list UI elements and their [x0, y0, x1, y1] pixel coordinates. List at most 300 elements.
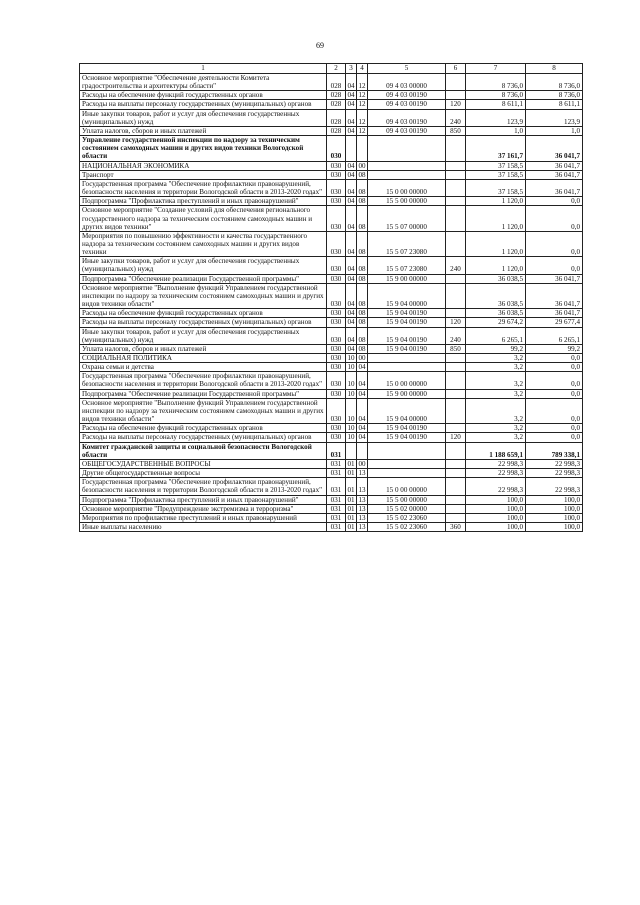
grbs-cell: 028	[327, 91, 346, 100]
section-cell: 04	[347, 318, 355, 327]
subsection-cell: 08	[357, 206, 368, 231]
expense-type-cell	[446, 424, 466, 433]
target-article-cell: 15 5 07 23080	[368, 257, 446, 274]
amount-1-cell: 123,9	[466, 109, 526, 126]
expense-type-cell	[446, 91, 466, 100]
section-cell: 04	[347, 100, 355, 109]
name-cell: Расходы на выплаты персоналу государственных (муниципальных) органов	[80, 318, 327, 327]
section-cell: 01	[347, 469, 355, 478]
grbs-cell: 030	[327, 433, 346, 442]
amount-2-cell: 36 041,7	[526, 136, 583, 161]
expense-type-cell	[446, 136, 466, 161]
target-article-cell: 09 4 03 00190	[368, 91, 446, 100]
name-cell: ОБЩЕГОСУДАРСТВЕННЫЕ ВОПРОСЫ	[80, 459, 327, 468]
target-article-cell	[368, 136, 446, 161]
section-cell: 04	[346, 231, 357, 256]
amount-2-cell: 8 611,1	[526, 100, 583, 109]
amount-2-cell: 36 041,7	[526, 161, 583, 170]
table-row	[80, 522, 583, 531]
table-row	[80, 126, 583, 135]
amount-2-cell: 36 041,7	[526, 283, 583, 308]
target-article-cell	[368, 469, 446, 478]
name-cell: Расходы на выплаты персоналу государственных (муниципальных) органов	[80, 100, 327, 109]
amount-2-cell: 22 998,3	[526, 459, 583, 468]
grbs-cell: 030	[327, 179, 346, 196]
target-article-cell: 15 5 02 23060	[368, 513, 446, 522]
table-row	[80, 327, 583, 344]
table-row	[80, 398, 583, 423]
name-cell: Уплата налогов, сборов и иных платежей	[80, 344, 327, 353]
expense-type-cell	[446, 74, 466, 91]
table-row	[80, 109, 583, 126]
amount-1-cell: 3,2	[466, 424, 526, 433]
header-cell-expense-type: 6	[446, 64, 466, 74]
name-cell: Охрана семьи и детства	[80, 363, 327, 372]
subsection-cell: 04	[358, 389, 366, 398]
amount-2-cell: 100,0	[526, 513, 583, 522]
target-article-cell: 15 9 04 00190	[368, 327, 446, 344]
amount-1-cell: 8 611,1	[466, 100, 526, 109]
amount-1-cell: 1 120,0	[466, 231, 526, 256]
amount-1-cell: 22 998,3	[466, 459, 526, 468]
subsection-cell: 12	[358, 91, 366, 100]
page-number: 69	[316, 41, 324, 50]
amount-2-cell: 8 736,0	[526, 74, 583, 91]
target-article-cell	[368, 363, 446, 372]
table-row	[80, 170, 583, 179]
amount-1-cell: 100,0	[466, 513, 526, 522]
amount-2-cell: 8 736,0	[526, 91, 583, 100]
amount-1-cell: 1 120,0	[466, 257, 526, 274]
amount-2-cell: 36 041,7	[526, 309, 583, 318]
subsection-cell	[357, 442, 368, 459]
target-article-cell	[368, 354, 446, 363]
name-cell: Комитет гражданской защиты и социальной безопасности Вологодской области	[80, 442, 327, 459]
table-row	[80, 442, 583, 459]
amount-1-cell: 3,2	[466, 354, 526, 363]
subsection-cell: 08	[357, 231, 368, 256]
expense-type-cell	[446, 309, 466, 318]
target-article-cell: 15 5 02 23060	[368, 522, 446, 531]
expense-type-cell	[446, 513, 466, 522]
table-row	[80, 197, 583, 206]
subsection-cell: 00	[358, 354, 366, 362]
name-cell: Управление государственной инспекции по надзору за техническим состоянием самоходных машин и других видов техники Вологодской области	[80, 136, 327, 161]
subsection-cell: 04	[358, 363, 366, 372]
name-cell: Мероприятия по профилактике преступлений и иных правонарушений	[80, 513, 327, 522]
subsection-cell: 08	[357, 327, 368, 344]
subsection-cell: 00	[358, 459, 366, 468]
amount-1-cell: 6 265,1	[466, 327, 526, 344]
amount-1-cell: 29 674,2	[466, 318, 526, 327]
subsection-cell	[357, 136, 368, 161]
grbs-cell: 031	[327, 459, 346, 468]
name-cell: Подпрограмма "Обеспечение реализации Государственной программы"	[80, 274, 327, 283]
target-article-cell: 15 9 00 00000	[368, 389, 446, 398]
expense-type-cell: 120	[446, 318, 466, 327]
target-article-cell: 15 9 04 00190	[368, 344, 446, 353]
section-cell: 04	[347, 309, 355, 318]
subsection-cell: 13	[358, 504, 366, 513]
section-cell: 04	[347, 197, 355, 206]
target-article-cell: 15 0 00 00000	[368, 179, 446, 196]
name-cell: Иные выплаты населению	[80, 522, 327, 531]
budget-table	[79, 63, 583, 532]
target-article-cell: 09 4 03 00000	[368, 74, 446, 91]
table-row	[80, 206, 583, 231]
section-cell: 04	[346, 257, 357, 274]
amount-2-cell: 0,0	[526, 372, 583, 389]
grbs-cell: 030	[327, 197, 346, 206]
name-cell: Основное мероприятие "Предупреждение экстремизма и терроризма"	[80, 504, 327, 513]
amount-1-cell: 1,0	[466, 126, 526, 135]
amount-1-cell: 22 998,3	[466, 478, 526, 495]
table-row	[80, 100, 583, 109]
expense-type-cell	[446, 161, 466, 170]
name-cell: Иные закупки товаров, работ и услуг для обеспечения государственных (муниципальных) нужд	[80, 109, 327, 126]
name-cell: Основное мероприятие "Обеспечение деятельности Комитета градостроительства и архитектуры области"	[80, 74, 327, 91]
section-cell: 04	[347, 161, 355, 170]
amount-2-cell: 0,0	[526, 363, 583, 372]
subsection-cell: 12	[358, 126, 366, 135]
table-row	[80, 179, 583, 196]
amount-2-cell: 6 265,1	[526, 327, 583, 344]
name-cell: СОЦИАЛЬНАЯ ПОЛИТИКА	[80, 354, 327, 363]
target-article-cell: 09 4 03 00190	[368, 126, 446, 135]
amount-1-cell: 37 158,5	[466, 161, 526, 170]
expense-type-cell: 240	[446, 327, 466, 344]
amount-1-cell: 36 038,5	[466, 283, 526, 308]
name-cell: Расходы на обеспечение функций государственных органов	[80, 309, 327, 318]
grbs-cell: 030	[327, 372, 346, 389]
grbs-cell: 031	[327, 442, 346, 459]
target-article-cell	[368, 459, 446, 468]
amount-1-cell: 3,2	[466, 363, 526, 372]
target-article-cell: 15 5 07 23080	[368, 231, 446, 256]
table-row	[80, 309, 583, 318]
section-cell: 04	[346, 109, 357, 126]
subsection-cell: 04	[357, 398, 368, 423]
expense-type-cell	[446, 469, 466, 478]
name-cell: Подпрограмма "Профилактика преступлений и иных правонарушений"	[80, 495, 327, 504]
amount-2-cell: 36 041,7	[526, 274, 583, 283]
grbs-cell: 031	[327, 522, 346, 531]
expense-type-cell	[446, 206, 466, 231]
amount-2-cell: 0,0	[526, 424, 583, 433]
amount-2-cell: 22 998,3	[526, 478, 583, 495]
section-cell: 04	[346, 74, 357, 91]
header-cell-name: 1	[80, 64, 327, 74]
subsection-cell: 13	[357, 478, 368, 495]
expense-type-cell	[446, 389, 466, 398]
amount-1-cell: 1 188 659,1	[466, 442, 526, 459]
amount-2-cell: 0,0	[526, 197, 583, 206]
grbs-cell: 030	[327, 161, 346, 170]
expense-type-cell: 850	[446, 344, 466, 353]
amount-2-cell: 99,2	[526, 344, 583, 353]
section-cell: 04	[347, 170, 355, 179]
section-cell: 04	[347, 126, 355, 135]
section-cell: 10	[347, 354, 355, 362]
grbs-cell: 030	[327, 274, 346, 283]
table-row	[80, 389, 583, 398]
table-row	[80, 363, 583, 372]
subsection-cell: 08	[358, 197, 366, 206]
table-row	[80, 372, 583, 389]
table-row	[80, 274, 583, 283]
amount-1-cell: 3,2	[466, 398, 526, 423]
table-row	[80, 231, 583, 256]
section-cell: 04	[346, 206, 357, 231]
amount-1-cell: 100,0	[466, 504, 526, 513]
header-cell-target-article: 5	[368, 64, 446, 74]
amount-1-cell: 3,2	[466, 389, 526, 398]
grbs-cell: 028	[327, 100, 346, 109]
grbs-cell: 030	[327, 354, 346, 363]
grbs-cell: 030	[327, 170, 346, 179]
amount-1-cell: 36 038,5	[466, 309, 526, 318]
name-cell: Мероприятия по повышению эффективности и качества государственного надзора за техническим состоянием самоходных машин и других видов техники	[80, 231, 327, 256]
table-row	[80, 495, 583, 504]
table-row	[80, 469, 583, 478]
subsection-cell: 12	[358, 100, 366, 109]
section-cell: 04	[346, 327, 357, 344]
amount-2-cell: 123,9	[526, 109, 583, 126]
expense-type-cell	[446, 459, 466, 468]
amount-1-cell: 37 161,7	[466, 136, 526, 161]
amount-2-cell: 0,0	[526, 206, 583, 231]
amount-2-cell: 789 338,1	[526, 442, 583, 459]
grbs-cell: 030	[327, 257, 346, 274]
target-article-cell	[368, 442, 446, 459]
section-cell: 10	[347, 389, 355, 398]
target-article-cell: 15 9 04 00190	[368, 309, 446, 318]
grbs-cell: 030	[327, 398, 346, 423]
name-cell: Подпрограмма "Обеспечение реализации Государственной программы"	[80, 389, 327, 398]
name-cell: Основное мероприятие "Выполнение функций Управлением государственной инспекции по надзору за техническим состоянием самоходных машин и других видов техники области"	[80, 398, 327, 423]
subsection-cell: 08	[357, 179, 368, 196]
grbs-cell: 030	[327, 283, 346, 308]
grbs-cell: 030	[327, 389, 346, 398]
grbs-cell: 030	[327, 206, 346, 231]
target-article-cell: 15 5 07 00000	[368, 206, 446, 231]
section-cell: 01	[347, 459, 355, 468]
subsection-cell: 12	[357, 109, 368, 126]
amount-1-cell: 1 120,0	[466, 206, 526, 231]
table-row	[80, 91, 583, 100]
subsection-cell: 12	[357, 74, 368, 91]
expense-type-cell	[446, 283, 466, 308]
name-cell: Расходы на выплаты персоналу государственных (муниципальных) органов	[80, 433, 327, 442]
amount-1-cell: 3,2	[466, 372, 526, 389]
target-article-cell: 15 9 04 00190	[368, 433, 446, 442]
expense-type-cell: 850	[446, 126, 466, 135]
grbs-cell: 030	[327, 231, 346, 256]
table-row	[80, 344, 583, 353]
amount-1-cell: 1 120,0	[466, 197, 526, 206]
grbs-cell: 031	[327, 513, 346, 522]
grbs-cell: 030	[327, 363, 346, 372]
grbs-cell: 031	[327, 495, 346, 504]
name-cell: Основное мероприятие "Создание условий для обеспечения регионального государственного надзора за техническим состоянием самоходных машин и других видов техники"	[80, 206, 327, 231]
expense-type-cell	[446, 231, 466, 256]
grbs-cell: 030	[327, 344, 346, 353]
target-article-cell: 15 9 04 00190	[368, 318, 446, 327]
amount-2-cell: 100,0	[526, 504, 583, 513]
subsection-cell: 04	[358, 424, 366, 433]
section-cell: 10	[346, 398, 357, 423]
expense-type-cell	[446, 363, 466, 372]
section-cell: 01	[346, 478, 357, 495]
amount-2-cell: 0,0	[526, 231, 583, 256]
section-cell: 04	[346, 283, 357, 308]
expense-type-cell	[446, 442, 466, 459]
table-row	[80, 513, 583, 522]
table-row	[80, 257, 583, 274]
amount-2-cell: 22 998,3	[526, 469, 583, 478]
amount-2-cell: 0,0	[526, 398, 583, 423]
table-row	[80, 136, 583, 161]
amount-2-cell: 36 041,7	[526, 179, 583, 196]
amount-1-cell: 100,0	[466, 495, 526, 504]
table-row	[80, 318, 583, 327]
grbs-cell: 031	[327, 478, 346, 495]
expense-type-cell: 360	[446, 522, 466, 531]
amount-2-cell: 1,0	[526, 126, 583, 135]
table-row	[80, 283, 583, 308]
expense-type-cell	[446, 372, 466, 389]
expense-type-cell	[446, 504, 466, 513]
subsection-cell: 04	[358, 433, 366, 442]
amount-2-cell: 0,0	[526, 389, 583, 398]
name-cell: Расходы на обеспечение функций государственных органов	[80, 91, 327, 100]
grbs-cell: 030	[327, 136, 346, 161]
name-cell: Государственная программа "Обеспечение профилактики правонарушений, безопасности населения и территории Вологодской области в 2013-2020 годах"	[80, 372, 327, 389]
grbs-cell: 028	[327, 126, 346, 135]
target-article-cell: 15 9 04 00000	[368, 398, 446, 423]
expense-type-cell	[446, 179, 466, 196]
grbs-cell: 028	[327, 109, 346, 126]
subsection-cell: 08	[357, 283, 368, 308]
target-article-cell	[368, 161, 446, 170]
subsection-cell: 13	[358, 522, 366, 531]
subsection-cell: 00	[358, 161, 366, 170]
subsection-cell: 08	[358, 170, 366, 179]
subsection-cell: 13	[358, 495, 366, 504]
target-article-cell	[368, 170, 446, 179]
header-cell-subsection: 4	[357, 64, 368, 74]
grbs-cell: 031	[327, 469, 346, 478]
name-cell: Другие общегосударственные вопросы	[80, 469, 327, 478]
table-row	[80, 433, 583, 442]
grbs-cell: 030	[327, 309, 346, 318]
expense-type-cell	[446, 170, 466, 179]
amount-1-cell: 99,2	[466, 344, 526, 353]
expense-type-cell	[446, 398, 466, 423]
amount-1-cell: 100,0	[466, 522, 526, 531]
header-row	[80, 64, 583, 74]
expense-type-cell: 120	[446, 100, 466, 109]
amount-2-cell: 0,0	[526, 354, 583, 363]
table-body	[80, 74, 583, 532]
amount-2-cell: 36 041,7	[526, 170, 583, 179]
amount-1-cell: 37 158,5	[466, 170, 526, 179]
subsection-cell: 13	[358, 513, 366, 522]
target-article-cell: 09 4 03 00190	[368, 109, 446, 126]
subsection-cell: 08	[358, 309, 366, 318]
target-article-cell: 15 9 04 00000	[368, 283, 446, 308]
amount-1-cell: 22 998,3	[466, 469, 526, 478]
amount-2-cell: 0,0	[526, 433, 583, 442]
table-row	[80, 459, 583, 468]
target-article-cell: 15 9 04 00190	[368, 424, 446, 433]
name-cell: Государственная программа "Обеспечение профилактики правонарушений, безопасности населения и территории Вологодской области в 2013-2020 годах"	[80, 478, 327, 495]
section-cell	[346, 442, 357, 459]
table-row	[80, 478, 583, 495]
amount-2-cell: 0,0	[526, 257, 583, 274]
section-cell: 01	[347, 504, 355, 513]
grbs-cell: 031	[327, 504, 346, 513]
header-cell-grbs: 2	[327, 64, 346, 74]
header-cell-amount-2: 8	[526, 64, 583, 74]
expense-type-cell	[446, 197, 466, 206]
amount-1-cell: 37 158,5	[466, 179, 526, 196]
subsection-cell: 08	[357, 257, 368, 274]
section-cell: 04	[347, 91, 355, 100]
subsection-cell: 13	[358, 469, 366, 478]
section-cell: 04	[346, 179, 357, 196]
name-cell: НАЦИОНАЛЬНАЯ ЭКОНОМИКА	[80, 161, 327, 170]
target-article-cell: 15 0 00 00000	[368, 372, 446, 389]
subsection-cell: 08	[358, 344, 366, 353]
subsection-cell: 08	[358, 318, 366, 327]
target-article-cell: 15 5 02 00000	[368, 504, 446, 513]
grbs-cell: 030	[327, 424, 346, 433]
name-cell: Иные закупки товаров, работ и услуг для обеспечения государственных (муниципальных) нужд	[80, 257, 327, 274]
section-cell: 10	[347, 424, 355, 433]
name-cell: Транспорт	[80, 170, 327, 179]
expense-type-cell	[446, 274, 466, 283]
amount-1-cell: 8 736,0	[466, 91, 526, 100]
name-cell: Подпрограмма "Профилактика преступлений и иных правонарушений"	[80, 197, 327, 206]
name-cell: Государственная программа "Обеспечение профилактики правонарушений, безопасности населения и территории Вологодской области в 2013-2020 годах"	[80, 179, 327, 196]
table-row	[80, 74, 583, 91]
table-row	[80, 504, 583, 513]
target-article-cell: 15 5 00 00000	[368, 197, 446, 206]
header-cell-amount-1: 7	[466, 64, 526, 74]
section-cell: 01	[347, 495, 355, 504]
amount-2-cell: 100,0	[526, 522, 583, 531]
subsection-cell: 04	[357, 372, 368, 389]
grbs-cell: 030	[327, 327, 346, 344]
section-cell: 04	[347, 274, 355, 283]
name-cell: Расходы на обеспечение функций государственных органов	[80, 424, 327, 433]
amount-1-cell: 8 736,0	[466, 74, 526, 91]
amount-1-cell: 36 038,5	[466, 274, 526, 283]
subsection-cell: 08	[358, 274, 366, 283]
section-cell	[346, 136, 357, 161]
target-article-cell: 09 4 03 00190	[368, 100, 446, 109]
name-cell: Иные закупки товаров, работ и услуг для обеспечения государственных (муниципальных) нужд	[80, 327, 327, 344]
table-row	[80, 424, 583, 433]
section-cell: 10	[347, 433, 355, 442]
name-cell: Уплата налогов, сборов и иных платежей	[80, 126, 327, 135]
expense-type-cell	[446, 495, 466, 504]
amount-2-cell: 29 677,4	[526, 318, 583, 327]
expense-type-cell	[446, 478, 466, 495]
grbs-cell: 028	[327, 74, 346, 91]
expense-type-cell: 240	[446, 109, 466, 126]
